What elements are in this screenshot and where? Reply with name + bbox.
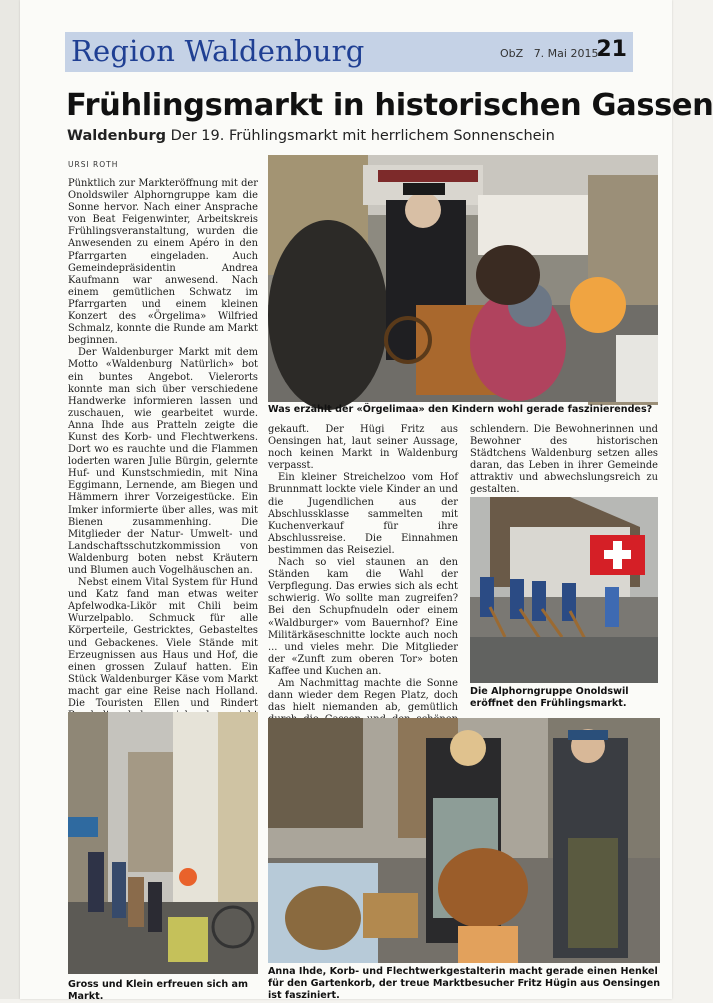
subheadline-text: Der 19. Frühlingsmarkt mit herrlichem Sonnenschein	[170, 128, 555, 144]
dateline: Waldenburg	[67, 128, 167, 144]
paper-name: ObZ	[500, 47, 524, 60]
market-street-image	[68, 712, 258, 974]
article-column-2	[268, 424, 458, 716]
paragraph: Nach so viel staunen an den Ständen kam die Wahl der Verpflegung. Das erwies sich als echt schwierig. Wo sollte man zugreifen? Bei den Schupfnudeln oder einem «Waldburger» vom Bauernhof? Eine Militärkäseschnitte lockte auch noch ... und vieles mehr. Die Mitglieder der «Zunft zum oberen Tor» boten Kaffee und Kuchen an.	[268, 557, 458, 677]
page-edge	[0, 0, 20, 999]
article-column-3	[470, 424, 658, 494]
page-number: 21	[596, 37, 627, 62]
paragraph: Pünktlich zur Markteröffnung mit der Onoldswiler Alphorngruppe kam die Sonne hervor. Nach einer Ansprache von Beat Feigenwinter, Arbeitskreis Frühlingsveranstaltung, wurden die Anwesenden zu einem Apéro in den Pfarrgarten eingeladen. Auch Gemeindepräsidentin Andrea Kaufmann war anwesend. Nach einem gemütlichen Schwatz im Pfarrgarten und einem kleinen Konzert des «Örgelima» Wilfried Schmalz, konnte die Runde am Markt beginnen.	[68, 178, 258, 347]
paragraph: schlendern. Die Bewohnerinnen und Bewohner des historischen Städtchens Waldenburg setzen alles daran, das Leben in ihrer Gemeinde attraktiv und abwechslungsreich zu gestalten.	[470, 424, 658, 496]
organ-grinder-image	[268, 155, 658, 402]
paragraph: Der Waldenburger Markt mit dem Motto «Waldenburg Natürlich» bot ein buntes Angebot. Vielerorts konnte man sich über verschiedene Handwerke informieren lassen und zuschauen, wie gearbeitet wurde. Anna Ihde aus Pratteln zeigte die Kunst des Korb- und Flechtwerkens. Dort wo es rauchte und die Flammen loderten waren Julie Bürgin, gelernte Huf- und Kunstschmiedin, mit Nina Eggimann, Lernende, am Biegen und Hämmern ihrer Vorzeigestücke. Ein Imker informierte über alles, was mit Bienen zusammenhing. Die Mitglieder der Natur- Umwelt- und Landschaftsschutzkommission von Waldenburg boten nebst Kräutern und Blumen auch Vogelhäuschen an.	[68, 347, 258, 576]
caption-alphorn: Die Alphorngruppe Onoldswil eröffnet den Frühlingsmarkt.	[470, 686, 629, 709]
caption-street: Gross und Klein erfreuen sich am Markt.	[68, 979, 248, 1002]
photo-market-street	[68, 712, 258, 974]
subheadline	[67, 128, 555, 144]
paragraph: Am Nachmittag machte die Sonne dann wieder dem Regen Platz, doch das hielt niemanden ab, gemütlich	[268, 677, 458, 714]
photo-basket-weaver	[268, 718, 660, 963]
paragraph: Ein kleiner Streichelzoo vom Hof Brunnmatt lockte viele Kinder an und die Jugendlichen aus der Abschlussklasse sammelten mit Kuchenverkauf für ihre Abschlussreise. Die Einnahmen bestimmen das Reiseziel.	[268, 472, 458, 556]
article-column-1	[68, 178, 258, 710]
section-banner	[65, 32, 633, 72]
paragraph: gekauft. Der Hügi Fritz aus Oensingen hat, laut seiner Aussage, noch keinen Markt in Waldenburg verpasst.	[268, 424, 458, 472]
alphorn-image	[470, 497, 658, 683]
photo-organ-grinder	[268, 155, 658, 402]
issue-date: 7. Mai 2015	[533, 47, 599, 60]
caption-basket-weaver: Anna Ihde, Korb- und Flechtwerkgestalterin macht gerade einen Henkel für den Gartenkorb, der treue Marktbesucher Fritz Hügin aus Oensingen ist fasziniert.	[268, 966, 661, 1001]
section-title: Region Waldenburg	[71, 34, 365, 68]
byline: URSI ROTH	[68, 160, 119, 169]
issue-meta	[500, 47, 598, 60]
photo-alphorn-group	[470, 497, 658, 683]
caption-organ-grinder: Was erzählt der «Örgelimaa» den Kindern wohl gerade faszinierendes?	[268, 404, 653, 415]
paragraph: Nebst einem Vital System für Hund und Katz fand man etwas weiter Apfelwodka-Likör mit Chili beim Wurzelpablo. Schmuck für alle Körperteile, Gestricktes, Gebasteltes und Gebackenes. Viele Stände mit Erzeugnissen aus Haus und Hof, die einen grossen Zulauf hatten. Ein Stück Waldenburger Käse vom Markt macht gar eine Reise nach Holland. Die Touristen Ellen und Rindert	[68, 577, 258, 710]
headline: Frühlingsmarkt in historischen Gassen	[66, 88, 713, 123]
basket-weaver-image	[268, 718, 660, 963]
